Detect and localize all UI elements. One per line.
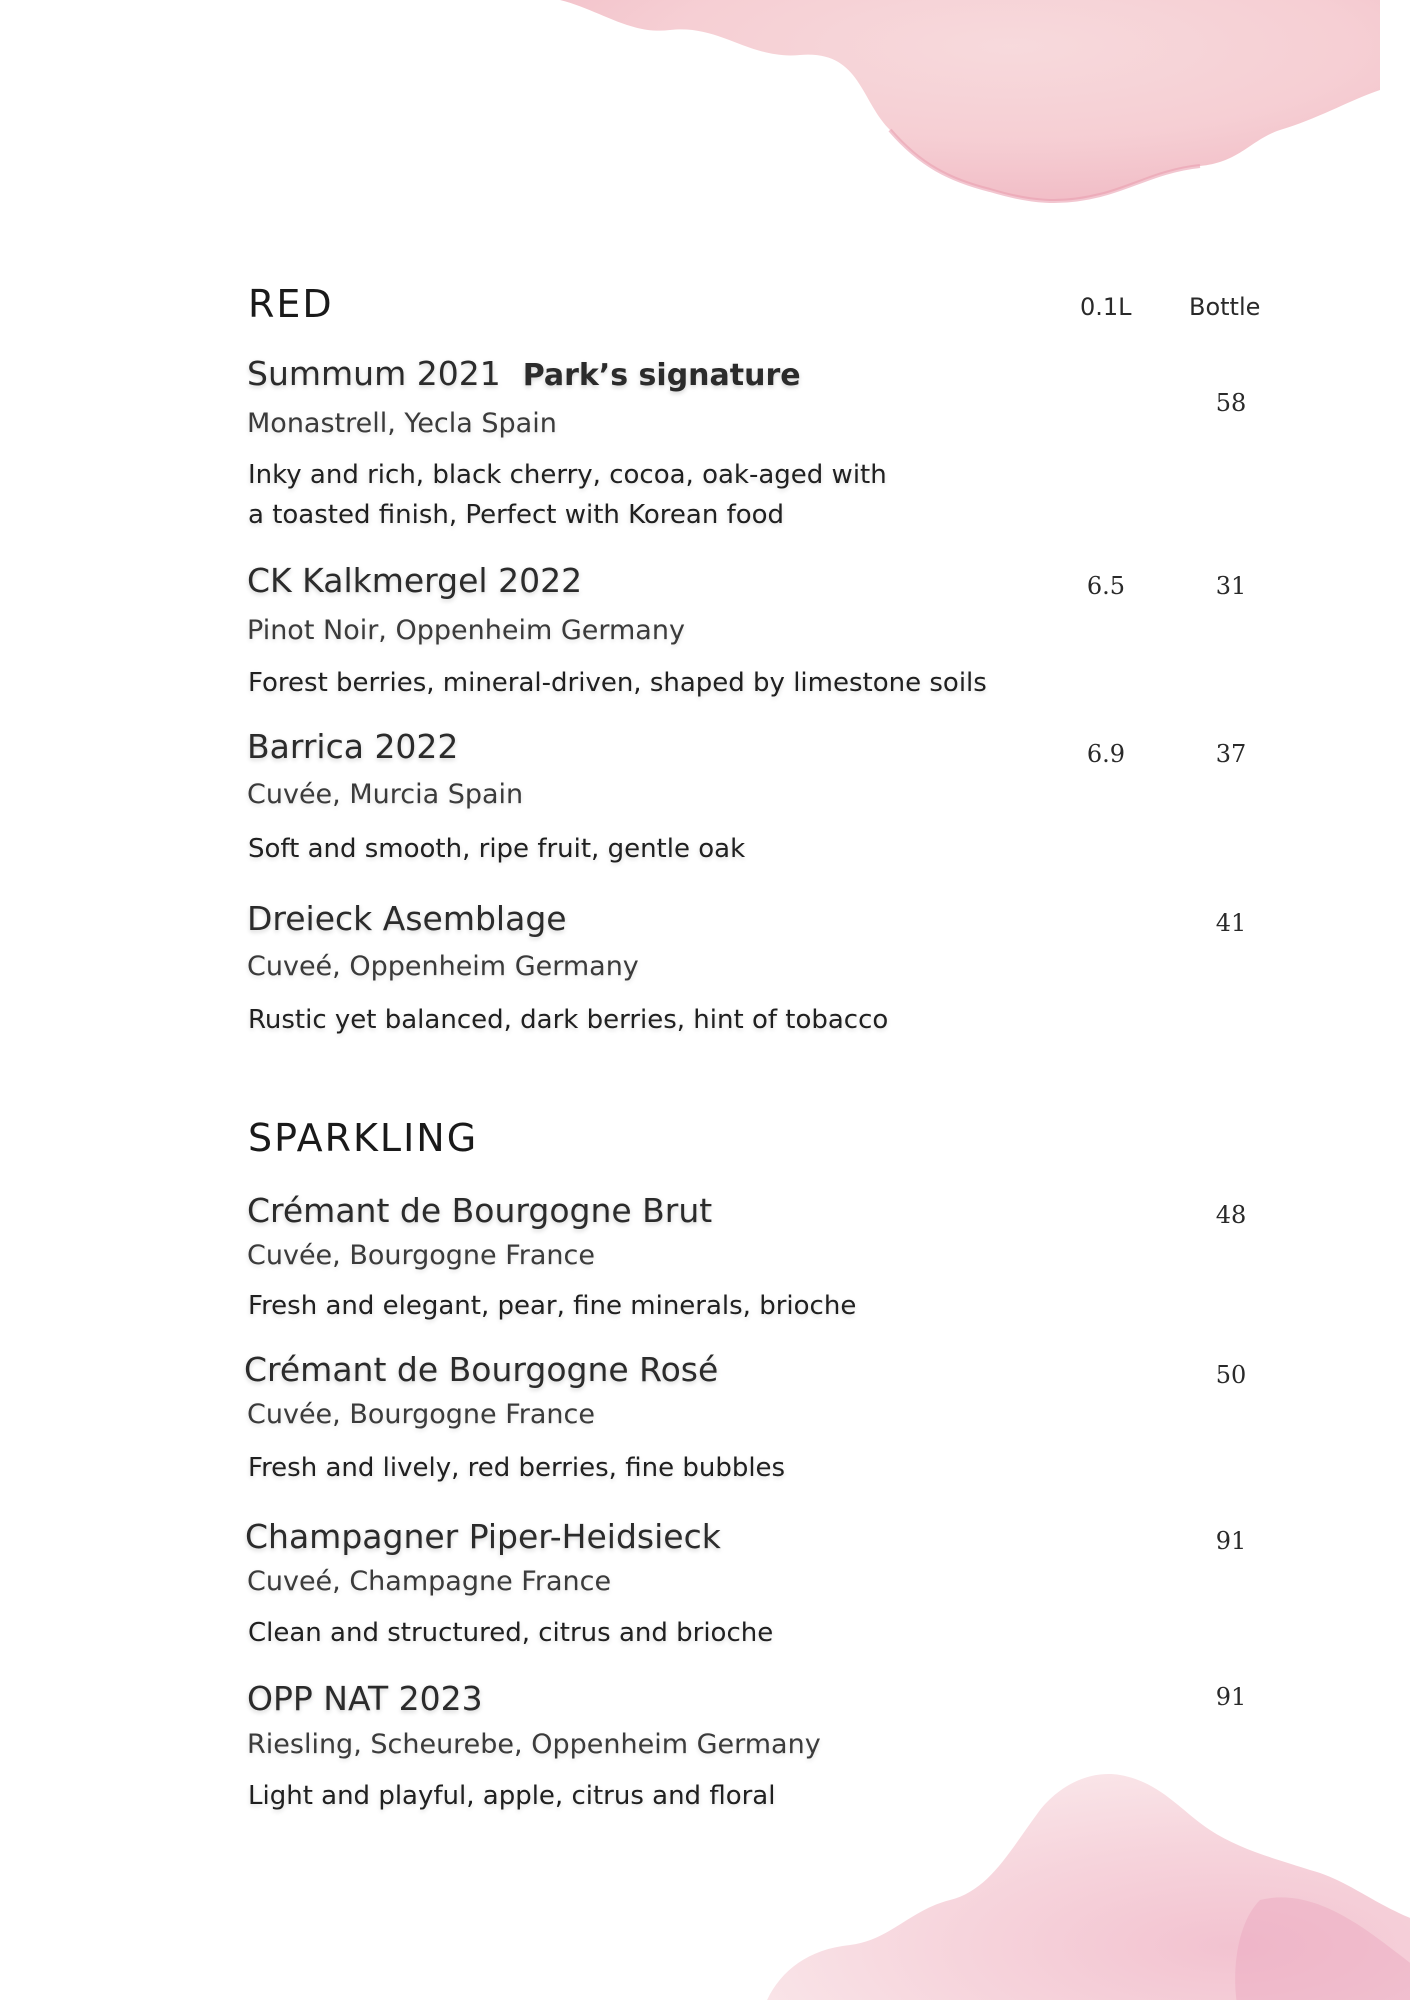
- wine-name: Champagner Piper-Heidsieck: [245, 1517, 721, 1556]
- wine-tasting-notes: Clean and structured, citrus and brioche: [248, 1618, 774, 1648]
- wine-name: Barrica 2022: [247, 727, 459, 766]
- glass-price: 6.9: [1086, 740, 1126, 768]
- wine-grape-origin: Riesling, Scheurebe, Oppenheim Germany: [247, 1729, 821, 1760]
- wine-tasting-notes: Soft and smooth, ripe fruit, gentle oak: [248, 834, 746, 864]
- bottle-price: 50: [1215, 1361, 1247, 1389]
- bottle-price: 48: [1215, 1201, 1247, 1229]
- wine-grape-origin: Cuvée, Murcia Spain: [247, 779, 524, 810]
- bottle-column-header: Bottle: [1189, 293, 1261, 321]
- pink-watercolor-bottom: [740, 1740, 1410, 2000]
- wine-tasting-notes: Light and playful, apple, citrus and floral: [248, 1781, 776, 1811]
- wine-name: Crémant de Bourgogne Rosé: [244, 1350, 719, 1389]
- wine-grape-origin: Cuvée, Bourgogne France: [247, 1240, 595, 1271]
- bottle-price: 41: [1215, 909, 1247, 937]
- wine-tasting-notes: Forest berries, mineral-driven, shaped by limestone soils: [248, 668, 987, 698]
- bottle-price: 91: [1215, 1527, 1247, 1555]
- wine-name: OPP NAT 2023: [247, 1679, 483, 1718]
- signature-tag: Park’s signature: [522, 358, 801, 393]
- wine-tasting-notes: Fresh and lively, red berries, fine bubbles: [248, 1453, 786, 1483]
- section-title-red: RED: [248, 282, 334, 326]
- bottle-price: 91: [1215, 1683, 1247, 1711]
- wine-tasting-notes: Inky and rich, black cherry, cocoa, oak-aged with a toasted finish, Perfect with Korean food: [248, 460, 887, 530]
- wine-name: Summum 2021 Park’s signature: [247, 354, 801, 393]
- wine-name: CK Kalkmergel 2022: [247, 561, 583, 600]
- wine-grape-origin: Pinot Noir, Oppenheim Germany: [247, 615, 685, 646]
- bottle-price: 31: [1215, 572, 1247, 600]
- glass-price: 6.5: [1086, 572, 1126, 600]
- wine-tasting-notes: Rustic yet balanced, dark berries, hint of tobacco: [248, 1005, 889, 1035]
- glass-size-column-header: 0.1L: [1080, 293, 1132, 321]
- wine-grape-origin: Cuvée, Bourgogne France: [247, 1399, 595, 1430]
- wine-grape-origin: Monastrell, Yecla Spain: [247, 408, 557, 439]
- section-title-sparkling: SPARKLING: [248, 1116, 479, 1160]
- wine-tasting-notes: Fresh and elegant, pear, fine minerals, brioche: [248, 1291, 857, 1321]
- wine-grape-origin: Cuveé, Champagne France: [247, 1566, 612, 1597]
- bottle-price: 37: [1215, 740, 1247, 768]
- wine-name: Crémant de Bourgogne Brut: [247, 1191, 713, 1230]
- wine-name: Dreieck Asemblage: [247, 899, 567, 938]
- wine-grape-origin: Cuveé, Oppenheim Germany: [247, 951, 639, 982]
- bottle-price: 58: [1215, 389, 1247, 417]
- pink-watercolor-top: [560, 0, 1380, 250]
